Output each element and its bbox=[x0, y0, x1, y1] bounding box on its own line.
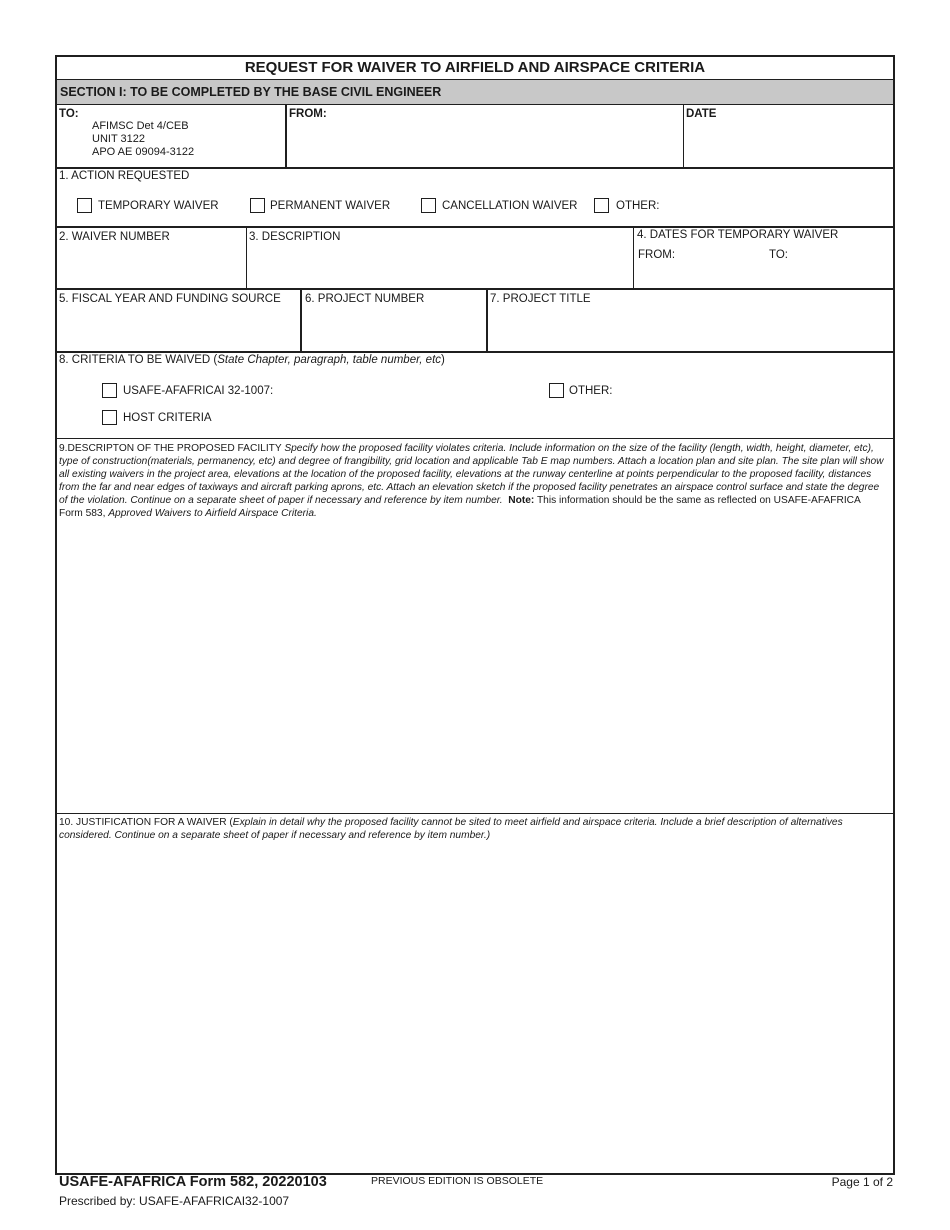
justification-hint: Explain in detail why the proposed facility cannot be sited to meet airfield and airspace criteria. Include a brief description of alternatives considered. Continue on a separate sheet of paper if necessary and reference by item number.) bbox=[59, 817, 843, 841]
permanent-waiver-label: PERMANENT WAIVER bbox=[270, 200, 391, 212]
temporary-dates-label: 4. DATES FOR TEMPORARY WAIVER bbox=[637, 229, 839, 241]
project-title-label: 7. PROJECT TITLE bbox=[490, 293, 591, 305]
dates-from-field[interactable] bbox=[675, 246, 760, 264]
permanent-waiver-checkbox[interactable] bbox=[250, 198, 265, 213]
divider bbox=[246, 226, 247, 288]
cancellation-waiver-checkbox[interactable] bbox=[421, 198, 436, 213]
to-address-line: AFIMSC Det 4/CEB bbox=[92, 120, 189, 132]
from-label: FROM: bbox=[289, 108, 327, 120]
project-number-field[interactable] bbox=[305, 308, 481, 348]
from-field[interactable] bbox=[289, 122, 679, 164]
divider bbox=[486, 288, 488, 351]
facility-description-field[interactable] bbox=[59, 525, 889, 809]
project-title-field[interactable] bbox=[490, 308, 888, 348]
divider bbox=[57, 104, 893, 105]
divider bbox=[683, 104, 684, 167]
dates-to-field[interactable] bbox=[790, 246, 888, 264]
waiver-number-field[interactable] bbox=[59, 246, 243, 286]
usafe-criteria-label: USAFE-AFAFRICAI 32-1007: bbox=[123, 385, 274, 397]
divider bbox=[57, 813, 893, 814]
temporary-waiver-checkbox[interactable] bbox=[77, 198, 92, 213]
other-action-checkbox[interactable] bbox=[594, 198, 609, 213]
usafe-criteria-checkbox[interactable] bbox=[102, 383, 117, 398]
to-address-line: APO AE 09094-3122 bbox=[92, 146, 195, 158]
criteria-label-hint: State Chapter, paragraph, table number, etc bbox=[217, 354, 442, 366]
divider bbox=[633, 226, 634, 288]
host-criteria-label: HOST CRITERIA bbox=[123, 412, 212, 424]
dates-to-label: TO: bbox=[769, 249, 788, 261]
other-criteria-field[interactable] bbox=[615, 381, 885, 399]
divider bbox=[57, 438, 893, 439]
date-label: DATE bbox=[686, 108, 717, 120]
cancellation-waiver-label: CANCELLATION WAIVER bbox=[442, 200, 578, 212]
project-number-label: 6. PROJECT NUMBER bbox=[305, 293, 425, 305]
note-form-title: Approved Waivers to Airfield Airspace Criteria. bbox=[108, 508, 317, 519]
criteria-label bbox=[59, 353, 445, 367]
divider bbox=[57, 288, 893, 290]
justification-title: 10. JUSTIFICATION FOR A WAIVER ( bbox=[59, 817, 233, 828]
criteria-label-close: ) bbox=[441, 354, 445, 366]
usafe-criteria-field[interactable] bbox=[270, 381, 530, 399]
facility-description-title: 9.DESCRIPTON OF THE PROPOSED FACILITY bbox=[59, 443, 285, 454]
other-action-label: OTHER: bbox=[616, 200, 660, 212]
facility-description-instructions bbox=[59, 442, 885, 520]
criteria-label-text: 8. CRITERIA TO BE WAIVED ( bbox=[59, 354, 218, 366]
other-criteria-label: OTHER: bbox=[569, 385, 613, 397]
section-header: SECTION I: TO BE COMPLETED BY THE BASE CIVIL ENGINEER bbox=[57, 80, 893, 104]
justification-instructions bbox=[59, 816, 885, 842]
note-text: This information should be the same as reflected on USAFE-AFAFRICA Form 583, bbox=[59, 495, 861, 519]
other-action-field[interactable] bbox=[662, 196, 882, 214]
temporary-waiver-label: TEMPORARY WAIVER bbox=[98, 200, 219, 212]
page-number: Page 1 of 2 bbox=[831, 1175, 893, 1189]
note-label: Note: bbox=[508, 495, 535, 506]
other-criteria-checkbox[interactable] bbox=[549, 383, 564, 398]
date-field[interactable] bbox=[686, 122, 890, 164]
divider bbox=[285, 104, 287, 167]
form-title: REQUEST FOR WAIVER TO AIRFIELD AND AIRSPACE CRITERIA bbox=[244, 59, 706, 76]
prescribed-by: Prescribed by: USAFE-AFAFRICAI32-1007 bbox=[59, 1194, 290, 1208]
previous-edition-note: PREVIOUS EDITION IS OBSOLETE bbox=[371, 1175, 544, 1187]
fiscal-year-label: 5. FISCAL YEAR AND FUNDING SOURCE bbox=[59, 293, 281, 305]
dates-from-label: FROM: bbox=[638, 249, 676, 261]
action-requested-label: 1. ACTION REQUESTED bbox=[59, 170, 190, 182]
justification-field[interactable] bbox=[59, 848, 889, 1166]
waiver-number-label: 2. WAIVER NUMBER bbox=[59, 231, 170, 243]
description-field[interactable] bbox=[249, 246, 629, 286]
facility-description-hint: Specify how the proposed facility violates criteria. Include information on the size of the facility (length, width, height, diameter, etc), type of construction(materials, permanency, etc) and degree of frangibility, grid location and applicable Tab E map numbers. Attach a location plan and site plan. The site plan will show all existing waivers in the project area, elevations at the location of the proposed facility, elevations at the runway centerline at points perpendicular to the proposed facility, distances from the far and near edges of taxiways and aircraft parking aprons, etc. Attach an elevation sketch if the proposed facility penetrates an airspace control surface and state the degree of the violation. Continue on a separate sheet of paper if necessary and reference by item number. bbox=[59, 443, 884, 506]
form-identifier: USAFE-AFAFRICA Form 582, 20220103 bbox=[59, 1174, 327, 1190]
host-criteria-checkbox[interactable] bbox=[102, 410, 117, 425]
to-address-line: UNIT 3122 bbox=[92, 133, 145, 145]
to-label: TO: bbox=[59, 108, 79, 120]
description-label: 3. DESCRIPTION bbox=[249, 231, 341, 243]
divider bbox=[300, 288, 302, 351]
fiscal-year-field[interactable] bbox=[59, 308, 296, 348]
